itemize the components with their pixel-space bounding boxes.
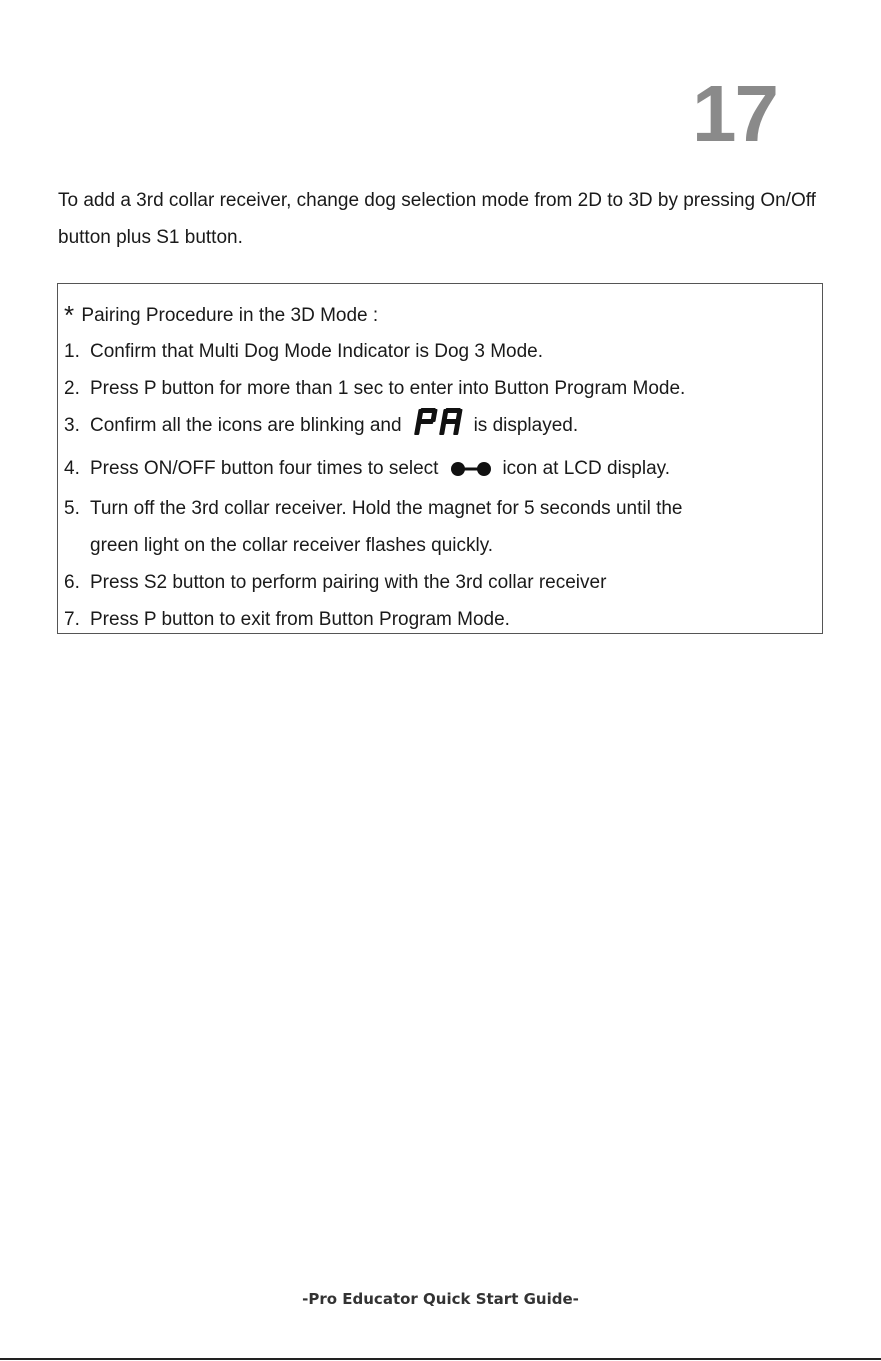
procedure-steps — [64, 333, 818, 638]
pa-lcd-icon — [413, 407, 465, 450]
footer-guide-title: -Pro Educator Quick Start Guide- — [302, 1290, 579, 1308]
step-5 — [64, 490, 818, 527]
asterisk-mark: * — [64, 300, 75, 330]
step-text: Press P button to exit from Button Program Mode. — [90, 609, 510, 630]
procedure-heading — [64, 297, 378, 334]
step-number: 7. — [64, 609, 80, 630]
procedure-heading-text: Pairing Procedure in the 3D Mode : — [81, 305, 379, 326]
bottom-divider — [0, 1358, 881, 1360]
step-number: 2. — [64, 378, 80, 399]
step-6 — [64, 564, 818, 601]
step-text: Confirm all the icons are blinking and — [90, 415, 402, 436]
step-number: 4. — [64, 458, 80, 479]
step-3 — [64, 407, 818, 450]
page-number: 17 — [692, 69, 777, 158]
step-text: Press P button for more than 1 sec to enter into Button Program Mode. — [90, 378, 686, 399]
step-text: Press S2 button to perform pairing with the 3rd collar receiver — [90, 572, 607, 593]
step-text-after: is displayed. — [473, 415, 579, 436]
step-text: green light on the collar receiver flashes quickly. — [90, 535, 494, 556]
step-text-after: icon at LCD display. — [502, 458, 671, 479]
step-5-continued — [64, 527, 818, 564]
step-number: 3. — [64, 415, 80, 436]
step-1 — [64, 333, 818, 370]
intro-paragraph: To add a 3rd collar receiver, change dog selection mode from 2D to 3D by pressing On/Off button plus S1 button. — [58, 190, 816, 248]
step-text: Turn off the 3rd collar receiver. Hold the magnet for 5 seconds until the — [90, 498, 683, 519]
step-number: 1. — [64, 341, 80, 362]
dumbbell-pairing-icon — [450, 453, 492, 490]
step-2 — [64, 370, 818, 407]
pairing-procedure-box — [57, 283, 823, 634]
step-4 — [64, 450, 818, 490]
step-7 — [64, 601, 818, 638]
step-number: 5. — [64, 498, 80, 519]
step-text: Press ON/OFF button four times to select — [90, 458, 439, 479]
step-number: 6. — [64, 572, 80, 593]
step-text: Confirm that Multi Dog Mode Indicator is Dog 3 Mode. — [90, 341, 544, 362]
